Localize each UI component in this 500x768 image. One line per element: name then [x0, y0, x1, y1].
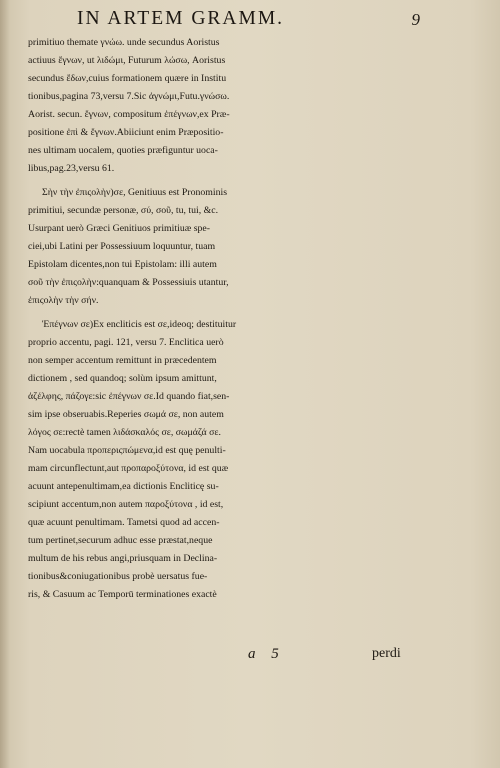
text-line: quæ acuunt penultimam. Tametsi quod ad accen- — [28, 517, 220, 528]
text-line: Σὴν τὴν ἐπιςολὴν)σε, Genitiuus est Pronominis — [42, 187, 228, 198]
text-line: non semper accentum remittunt in præcedentem — [28, 355, 217, 366]
text-line: acuunt antepenultimam,ea dictionis Encliticę su- — [28, 481, 219, 492]
text-line: σοῦ τὴν ἐπιςολὴν:quanquam & Possessiuis utantur, — [28, 277, 229, 288]
signature-mark: a 5 — [248, 646, 285, 662]
text-line: Ἐπέγνων σε)Ex encliticis est σε,ideoq; destituitur — [42, 319, 237, 330]
text-line: positione ἐπὶ & ἔγνων.Abiiciunt enim Præpositio- — [28, 127, 224, 138]
body-text — [28, 34, 388, 604]
text-line: Nam uocabula προπεριςπώμενα,id est quę penulti- — [28, 445, 226, 456]
text-line: primitiuo themate γνώω. unde secundus Aoristus — [28, 37, 220, 48]
text-line: Aorist. secun. ἔγνων, compositum ἐπέγνων,ex Præ- — [28, 109, 230, 120]
text-line: actiuus ἔγνων, ut λιδώμι, Futurum λώσω, Aoristus — [28, 55, 226, 66]
text-line: ris, & Casuum ac Temporū terminationes exactè — [28, 589, 217, 600]
text-line: Epistolam dicentes,non tui Epistolam: illi autem — [28, 259, 217, 270]
text-line: Usurpant uerò Græci Genitiuos primitiuæ spe- — [28, 223, 211, 234]
catchword: perdi — [372, 646, 401, 661]
text-line: ciei,ubi Latini per Possessiuum loquuntur, tuam — [28, 241, 216, 252]
text-line: libus,pag.23,versu 61. — [28, 163, 115, 174]
text-line: proprio accentu, pagi. 121, versu 7. Enclitica uerò — [28, 337, 224, 348]
text-line: secundus ἔδων,cuius formationem quære in Institu — [28, 73, 227, 84]
text-line: λόγος σε:rectè tamen λιδάσκαλός σε, σωμάζά σε. — [28, 427, 221, 438]
gutter-shadow — [0, 0, 10, 768]
text-line: tum pertinet,securum adhuc esse præstat,neque — [28, 535, 213, 546]
text-line: multum de his rebus angi,priusquam in Declina- — [28, 553, 218, 564]
text-line: ἀζέλφης, πάζογε:sic ἐπέγνων σε.Id quando fiat,sen- — [28, 391, 230, 402]
text-line: scipiunt accentum,non autem παροξύτονα , id est, — [28, 499, 224, 510]
text-line: mam circunflectunt,aut προπαροξύτονα, id est quæ — [28, 463, 229, 474]
text-line: primitiui, secundæ personæ, σύ, σοῦ, tu, tui, &c. — [28, 205, 219, 216]
text-line: ἐπιςολὴν τὴν σήν. — [28, 295, 99, 306]
page-number: 9 — [411, 10, 420, 29]
running-title: IN ARTEM GRAMM. — [77, 8, 285, 29]
page-header — [55, 6, 420, 32]
text-line: tionibus,pagina 73,versu 7.Sic ἀγνώμι,Futu.γνώσω. — [28, 91, 230, 102]
text-line: sim ipse obseruabis.Reperies σωμά σε, non autem — [28, 409, 224, 420]
text-line: nes ultimam uocalem, quoties præfiguntur uoca- — [28, 145, 218, 156]
text-line: dictionem , sed quandoq; solùm ipsum amittunt, — [28, 373, 217, 384]
text-line: tionibus&coniugationibus probè uersatus fue- — [28, 571, 208, 582]
